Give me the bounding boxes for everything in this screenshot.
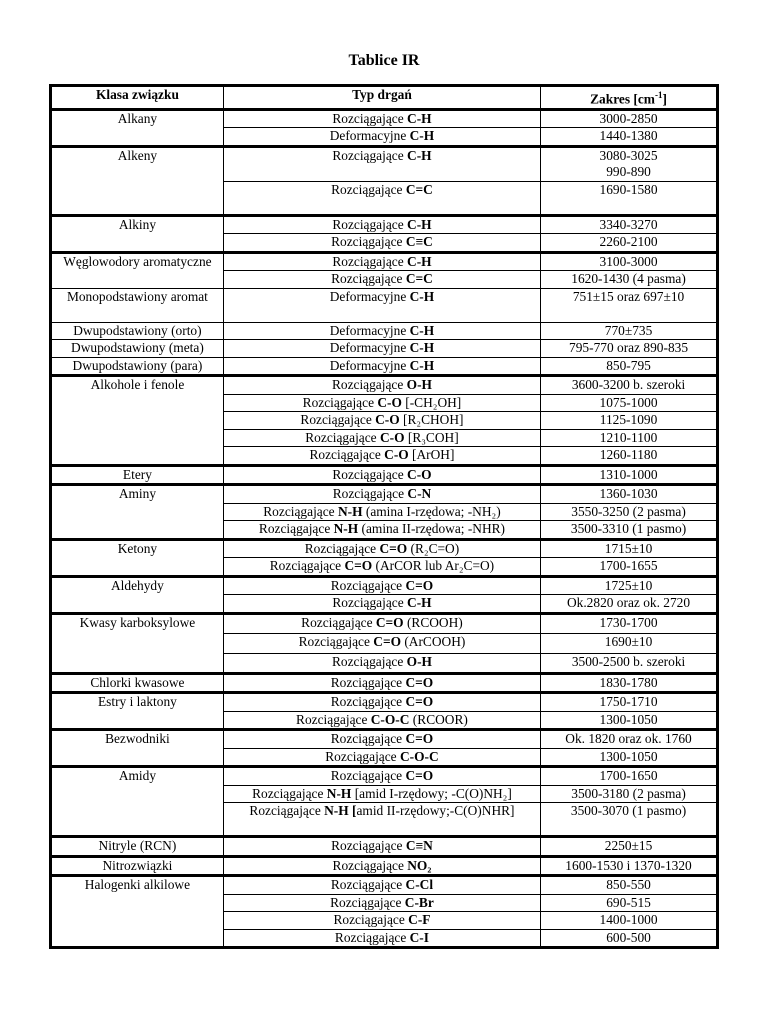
typ-cell [223,322,540,340]
typ-text: Rozciągające [269,558,345,574]
bond-label: C-I [409,929,429,945]
bond-label: N-H [ [324,803,357,819]
table-row [51,613,718,633]
klasa-cell: Bezwodniki [51,730,224,767]
bond-label: C=O [375,614,404,630]
bond-label: C-N [407,486,432,502]
typ-cell [223,503,540,521]
typ-text: Rozciągające [305,429,380,445]
ir-table [49,84,719,949]
bond-label: C-H [407,253,432,269]
klasa-cell: Amidy [51,767,224,837]
zakres-cell: 1360-1030 [541,485,718,504]
typ-cell [223,252,540,271]
bond-label: C≡C [405,234,433,250]
typ-cell [223,394,540,412]
klasa-cell: Etery [51,465,224,485]
typ-cell [223,613,540,633]
bond-label: C=O [405,577,434,593]
zakres-cell: Ok.2820 oraz ok. 2720 [541,595,718,614]
bond-label: C=O [405,768,434,784]
typ-text: Rozciągające [263,503,338,519]
klasa-cell: Alkany [51,109,224,146]
typ-text: Deformacyjne [329,288,410,304]
table-row [51,357,718,376]
typ-text: [amid I-rzędowy; -C(O)NH₂] [351,785,512,801]
bond-label: N-H [326,785,352,801]
bond-label: O-H [406,653,432,669]
typ-text: Rozciągające [330,694,406,710]
zakres-cell: 3500-3180 (2 pasma) [541,785,718,803]
table-row [51,673,718,693]
typ-text: Rozciągające [331,181,406,197]
typ-text: Rozciągające [298,633,374,649]
bond-label: C-O [375,412,400,428]
zakres-cell: 1300-1050 [541,748,718,767]
ir-body [51,109,718,948]
table-row [51,340,718,358]
bond-label: C-Br [404,894,434,910]
bond-label: C≡N [405,838,433,854]
typ-cell [223,912,540,930]
typ-cell [223,803,540,837]
bond-label: C-O [379,429,405,445]
zakres-cell: 1075-1000 [541,394,718,412]
typ-text: Rozciągające [330,877,406,893]
header-klasa: Klasa związku [51,86,224,110]
typ-text: Rozciągające [332,595,408,611]
typ-cell [223,234,540,253]
zakres-cell: 3100-3000 [541,252,718,271]
typ-text: Rozciągające [330,674,406,690]
klasa-cell: Alkohole i fenole [51,376,224,466]
table-row [51,376,718,395]
zakres-cell: 1715±10 [541,539,718,558]
table-row [51,539,718,558]
klasa-cell: Monopodstawiony aromat [51,288,224,322]
klasa-cell: Aminy [51,485,224,540]
bond-label: C-O [384,447,409,463]
table-row [51,215,718,234]
typ-text: Rozciągające [249,803,325,819]
zakres-cell: 2260-2100 [541,234,718,253]
table-row [51,252,718,271]
typ-cell [223,271,540,289]
zakres-cell: 1260-1180 [541,447,718,466]
typ-text: (ArCOR lub Ar₂C=O) [372,558,495,574]
typ-cell [223,109,540,128]
klasa-cell: Nitrozwiązki [51,856,224,876]
header-zakres-end: ] [662,91,667,107]
typ-cell [223,215,540,234]
header-zakres [541,86,718,110]
zakres-cell: 1210-1100 [541,429,718,447]
typ-text: Rozciągające [302,394,378,410]
typ-text: [-CH₂OH] [401,394,462,410]
typ-text: Rozciągające [331,838,406,854]
klasa-cell: Kwasy karboksylowe [51,613,224,673]
bond-label: C=O [405,731,434,747]
typ-text: Rozciągające [330,768,406,784]
typ-cell [223,748,540,767]
zakres-cell: 3600-3200 b. szeroki [541,376,718,395]
typ-cell [223,465,540,485]
zakres-cell: 751±15 oraz 697±10 [541,288,718,322]
bond-label: C=O [344,558,373,574]
typ-text: Deformacyjne [329,357,410,373]
typ-text: Rozciągające [332,110,408,126]
table-row [51,876,718,895]
table-row [51,322,718,340]
bond-label: C-H [407,216,432,232]
typ-text: Rozciągające [331,653,407,669]
typ-text: Rozciągające [309,447,385,463]
typ-cell [223,447,540,466]
typ-text: Rozciągające [301,614,376,630]
typ-text: Rozciągające [330,894,405,910]
zakres-cell: 795-770 oraz 890-835 [541,340,718,358]
zakres-cell: 1750-1710 [541,693,718,712]
zakres-cell: 1300-1050 [541,711,718,730]
bond-label: C-O-C [399,748,439,764]
bond-label: C-O [377,394,402,410]
zakres-cell: 3500-3070 (1 pasmo) [541,803,718,837]
klasa-cell: Alkiny [51,215,224,252]
typ-text: [R₃COH] [404,429,459,445]
typ-cell [223,929,540,948]
zakres-cell: 1690±10 [541,633,718,653]
typ-cell [223,633,540,653]
bond-label: C-H [407,595,432,611]
bond-label: C-H [409,340,435,356]
bond-label: C=O [405,694,434,710]
typ-cell [223,767,540,786]
zakres-cell: 3550-3250 (2 pasma) [541,503,718,521]
klasa-cell: Aldehydy [51,576,224,613]
zakres-cell: 850-795 [541,357,718,376]
header-typ: Typ drgań [223,86,540,110]
typ-cell [223,856,540,876]
bond-label: N-H [337,503,363,519]
typ-text: Rozciągające [330,731,406,747]
typ-text: Rozciągające [296,711,371,727]
klasa-cell: Nitryle (RCN) [51,837,224,857]
typ-text: Rozciągające [332,466,408,482]
zakres-cell: 1690-1580 [541,181,718,215]
typ-text: Rozciągające [332,253,408,269]
table-row [51,576,718,595]
klasa-cell: Dwupodstawiony (orto) [51,322,224,340]
zakres-cell: 1600-1530 i 1370-1320 [541,856,718,876]
zakres-cell: 3500-3310 (1 pasmo) [541,521,718,540]
typ-text: Rozciągające [258,521,334,537]
table-row [51,693,718,712]
typ-cell [223,521,540,540]
typ-text: (RCOOR) [409,711,468,727]
typ-cell [223,376,540,395]
bond-label: C-H [409,288,435,304]
klasa-cell: Alkeny [51,146,224,215]
table-row [51,109,718,128]
typ-text: Deformacyjne [329,340,410,356]
klasa-cell: Halogenki alkilowe [51,876,224,948]
bond-label: C-H [409,357,435,373]
typ-text: [R₂CHOH] [399,412,464,428]
bond-label: N-H [333,521,359,537]
typ-cell [223,429,540,447]
bond-label: C=O [373,633,401,649]
zakres-cell: 770±735 [541,322,718,340]
typ-cell [223,711,540,730]
typ-text: Rozciągające [300,412,376,428]
typ-text: Rozciągające [331,271,406,287]
zakres-cell: 1725±10 [541,576,718,595]
klasa-cell: Dwupodstawiony (para) [51,357,224,376]
bond-label: C-F [408,912,431,928]
zakres-cell: 3000-2850 [541,109,718,128]
zakres-cell: 2250±15 [541,837,718,857]
zakres-cell: 1700-1655 [541,558,718,577]
typ-cell [223,894,540,912]
typ-text: Rozciągające [332,486,408,502]
typ-text: Rozciągające [333,912,409,928]
zakres-cell: 850-550 [541,876,718,895]
typ-text: (R₂C=O) [407,540,460,556]
typ-text: Rozciągające [332,857,408,873]
bond-label: C-H [409,128,435,144]
header-row [51,86,718,110]
zakres-cell: 690-515 [541,894,718,912]
typ-cell [223,576,540,595]
typ-cell [223,595,540,614]
table-row [51,288,718,322]
typ-text: [ArOH] [408,447,455,463]
typ-cell [223,558,540,577]
typ-text: Rozciągające [332,147,408,163]
typ-cell [223,539,540,558]
zakres-cell: Ok. 1820 oraz ok. 1760 [541,730,718,749]
typ-cell [223,357,540,376]
zakres-cell: 1400-1000 [541,912,718,930]
bond-label: C=O [405,674,434,690]
typ-cell [223,412,540,430]
klasa-cell: Węglowodory aromatyczne [51,252,224,288]
table-row [51,146,718,181]
typ-cell [223,128,540,147]
typ-text: Rozciągające [325,748,400,764]
table-row [51,767,718,786]
table-row [51,856,718,876]
bond-label: C=O [379,540,408,556]
typ-text: Rozciągające [334,929,410,945]
typ-cell [223,653,540,673]
typ-cell [223,146,540,181]
zakres-cell: 1700-1650 [541,767,718,786]
typ-cell [223,730,540,749]
typ-cell [223,485,540,504]
bond-label: C-H [407,147,432,163]
zakres-cell: 3080-3025 990-890 [541,146,718,181]
page-title: Tablice IR [348,52,420,69]
typ-cell [223,837,540,857]
typ-text: Rozciągające [331,377,407,393]
typ-text: (RCOOH) [403,614,463,630]
typ-text: (amina II-rzędowa; -NHR) [358,521,506,537]
zakres-cell: 1620-1430 (4 pasma) [541,271,718,289]
typ-text: Rozciągające [304,540,380,556]
table-row [51,465,718,485]
typ-text: Rozciągające [332,216,408,232]
bond-label: O-H [406,377,432,393]
typ-cell [223,876,540,895]
zakres-cell: 1440-1380 [541,128,718,147]
zakres-cell: 3500-2500 b. szeroki [541,653,718,673]
typ-text: Deformacyjne [329,322,410,338]
table-row [51,837,718,857]
zakres-cell: 3340-3270 [541,215,718,234]
bond-label: NO₂ [407,857,432,873]
klasa-cell: Dwupodstawiony (meta) [51,340,224,358]
table-row [51,485,718,504]
typ-cell [223,785,540,803]
typ-text: Rozciągające [330,577,406,593]
klasa-cell: Chlorki kwasowe [51,673,224,693]
typ-cell [223,693,540,712]
bond-label: C-H [409,322,435,338]
zakres-cell: 600-500 [541,929,718,948]
typ-cell [223,340,540,358]
typ-text: (ArCOOH) [401,633,466,649]
typ-cell [223,181,540,215]
bond-label: C=C [405,181,433,197]
typ-text: Rozciągające [331,234,406,250]
typ-text: amid II-rzędowy;-C(O)NHR] [356,803,515,819]
bond-label: C-H [407,110,432,126]
header-zakres-sup: -1 [654,90,663,100]
bond-label: C-Cl [405,877,434,893]
header-zakres-base: Zakres [cm [590,91,655,107]
bond-label: C=C [405,271,433,287]
table-row [51,730,718,749]
zakres-cell: 1830-1780 [541,673,718,693]
klasa-cell: Ketony [51,539,224,576]
klasa-cell: Estry i laktony [51,693,224,730]
zakres-cell: 1310-1000 [541,465,718,485]
typ-text: Deformacyjne [329,128,410,144]
typ-text: (amina I-rzędowa; -NH₂) [362,503,501,519]
typ-cell [223,673,540,693]
bond-label: C-O-C [370,711,410,727]
typ-cell [223,288,540,322]
zakres-cell: 1730-1700 [541,613,718,633]
zakres-cell: 1125-1090 [541,412,718,430]
bond-label: C-O [407,466,432,482]
typ-text: Rozciągające [252,785,327,801]
